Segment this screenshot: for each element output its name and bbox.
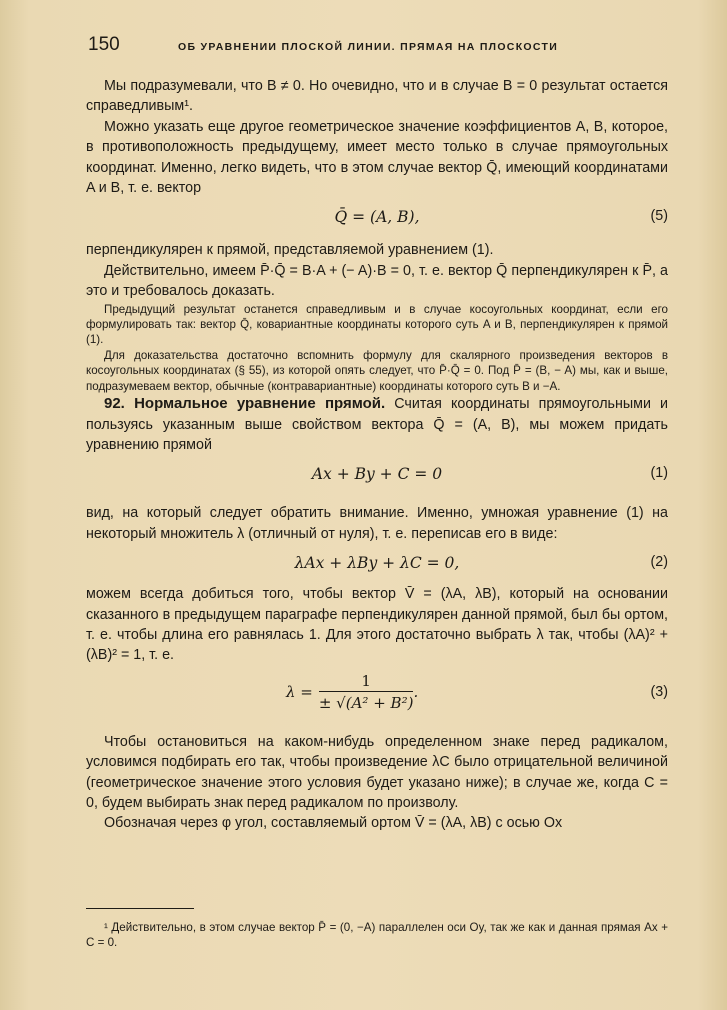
formula-3-lhs: λ = bbox=[286, 682, 313, 701]
paragraph-5: Считая координаты прямоугольными и пользуясь указанным выше свойством вектора Q̄ = (A, B), мы можем придать уравнению прямой bbox=[86, 396, 668, 453]
paragraph-2: Можно указать еще другое геометрическое значение коэффициентов A, B, которое, в противоположность предыдущему, имеет место только в случае прямоугольных координат. Именно, легко видеть, что в этом случае вектор Q̄, имеющий координатами A и B, т. е. вектор bbox=[86, 118, 668, 197]
paragraph-8: Чтобы остановиться на каком-нибудь определенном знаке перед радикалом, условимся подбирать его так, чтобы произведение λC было отрицательной величиной (геометрическое значение этого условия будет указано ниже); в случае же, когда C = 0, будем выбирать знак перед радикалом по произволу. bbox=[86, 733, 668, 811]
running-head: ОБ УРАВНЕНИИ ПЛОСКОЙ ЛИНИИ. ПРЯМАЯ НА ПЛОСКОСТИ bbox=[178, 41, 559, 53]
small-paragraph-2: Для доказательства достаточно вспомнить формулу для скалярного произведения векторов в косоугольных координатах (§ 55), из которой опять следует, что P̄·Q̄ = 0. Под P̄ = (B, − A) мы, как и выше, подразумеваем вектор, обычные (контравариантные) координаты которого суть B и −A. bbox=[86, 348, 668, 393]
section-92 bbox=[86, 394, 668, 455]
paragraph-1: Мы подразумевали, что B ≠ 0. Но очевидно, что и в случае B = 0 результат остается справедливым¹. bbox=[86, 78, 668, 115]
formula-2-label: (2) bbox=[650, 554, 668, 571]
formula-3-numerator: 1 bbox=[319, 672, 414, 692]
formula-3-denominator: ± √(A² + B²) bbox=[318, 693, 414, 712]
page-header bbox=[78, 34, 678, 56]
section-title: 92. Нормальное уравнение прямой. bbox=[104, 395, 386, 413]
page-body bbox=[86, 76, 668, 834]
formula-5-label: (5) bbox=[650, 208, 668, 225]
formula-1 bbox=[86, 455, 668, 503]
paragraph-6: вид, на который следует обратить внимание. Именно, умножая уравнение (1) на некоторый множитель λ (отличный от нуля), т. е. переписав его в виде: bbox=[86, 505, 668, 542]
paragraph-7: можем всегда добиться того, чтобы вектор V̄ = (λA, λB), который на основании сказанного в предыдущем параграфе перпендикулярен данной прямой, был бы ортом, т. е. чтобы длина его равнялась 1. Для этого достаточно выбрать λ так, чтобы (λA)² + (λB)² = 1, т. е. bbox=[86, 586, 668, 664]
paragraph-9: Обозначая через φ угол, составляемый ортом V̄ = (λA, λB) с осью Ox bbox=[104, 815, 563, 832]
formula-1-expression: Ax + By + C = 0 bbox=[311, 465, 443, 484]
formula-3-expression bbox=[286, 672, 418, 712]
page-number: 150 bbox=[88, 34, 120, 55]
formula-2 bbox=[86, 544, 668, 584]
formula-5 bbox=[86, 198, 668, 240]
paragraph-3: перпендикулярен к прямой, представляемой уравнением (1). bbox=[86, 242, 494, 259]
formula-3-label: (3) bbox=[650, 683, 668, 700]
formula-3-fraction bbox=[319, 672, 414, 712]
formula-3 bbox=[86, 666, 668, 732]
paragraph-4: Действительно, имеем P̄·Q̄ = B·A + (− A)·B = 0, т. е. вектор Q̄ перпендикулярен к P̄, а это и требовалось доказать. bbox=[86, 262, 668, 300]
formula-3-trail: . bbox=[413, 682, 419, 701]
footnote: ¹ Действительно, в этом случае вектор P̄ = (0, −A) параллелен оси Oy, так же как и данная прямая Ax + C = 0. bbox=[86, 921, 668, 950]
small-paragraph-1: Предыдущий результат останется справедливым и в случае косоугольных координат, если его формулировать так: вектор Q̄, ковариантные координаты которого суть A и B, перпендикулярен к прямой (1). bbox=[86, 302, 668, 347]
formula-2-expression: λAx + λBy + λC = 0, bbox=[294, 554, 460, 573]
formula-5-expression: Q̄ = (A, B), bbox=[334, 208, 420, 227]
footnote-rule bbox=[86, 908, 194, 909]
formula-1-label: (1) bbox=[650, 465, 668, 482]
